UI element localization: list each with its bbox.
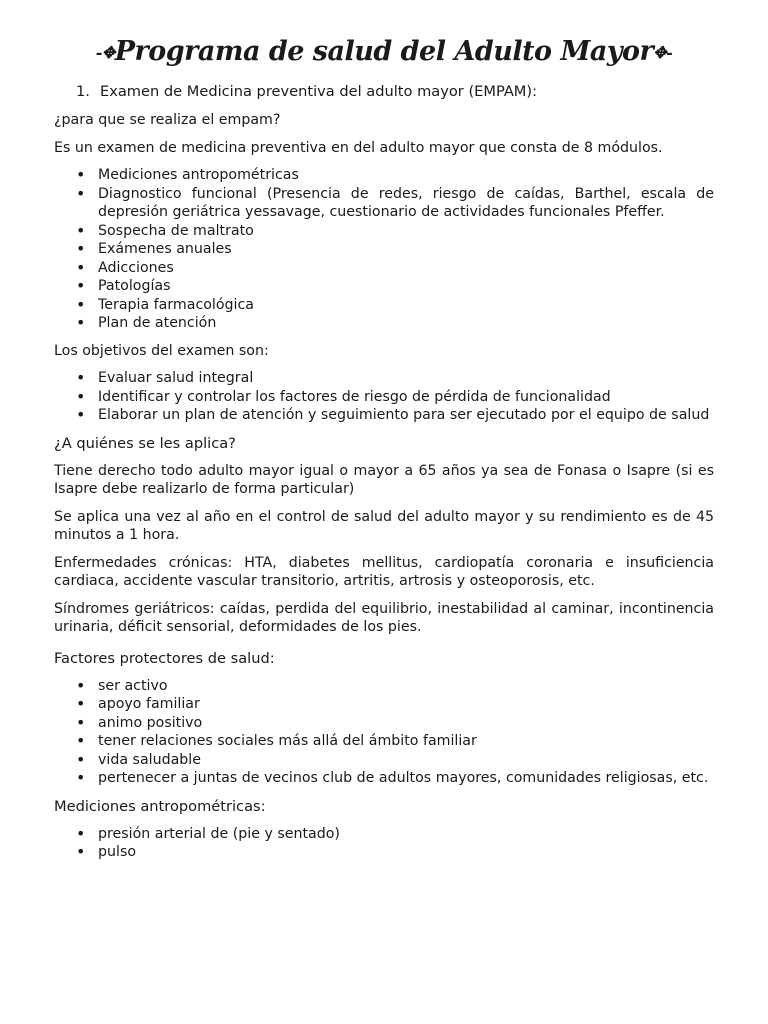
list-item: • Identificar y controlar los factores de riesgo de pérdida de funcionalidad xyxy=(54,388,714,407)
list-item: • Terapia farmacológica xyxy=(54,296,714,315)
measurements-list xyxy=(54,825,714,862)
list-item: • ser activo xyxy=(54,677,714,696)
list-item: • tener relaciones sociales más allá del ámbito familiar xyxy=(54,732,714,751)
list-item: • presión arterial de (pie y sentado) xyxy=(54,825,714,844)
list-item: • Adicciones xyxy=(54,259,714,278)
ornament-left-icon: -✥ xyxy=(95,42,115,62)
measurements-heading: Mediciones antropométricas: xyxy=(54,797,266,815)
who-paragraph-2: Se aplica una vez al año en el control de salud del adulto mayor y su rendimiento es de 45 minutos a 1 hora. xyxy=(54,508,714,544)
list-item: • Patologías xyxy=(54,277,714,296)
page-title: -✥Programa de salud del Adulto Mayor✥- xyxy=(95,36,673,67)
list-item: • pulso xyxy=(54,843,714,862)
question-text: ¿para que se realiza el empam? xyxy=(54,112,281,129)
list-item: • Elaborar un plan de atención y seguimiento para ser ejecutado por el equipo de salud xyxy=(54,406,714,425)
who-paragraph-1: Tiene derecho todo adulto mayor igual o mayor a 65 años ya sea de Fonasa o Isapre (si es Isapre debe realizarlo de forma particular) xyxy=(54,462,714,498)
list-item: • vida saludable xyxy=(54,751,714,770)
objectives-list xyxy=(54,369,714,425)
list-item: • Exámenes anuales xyxy=(54,240,714,259)
protective-list xyxy=(54,677,714,788)
list-item: • Plan de atención xyxy=(54,314,714,333)
geriatric-syndromes-paragraph: Síndromes geriátricos: caídas, perdida del equilibrio, inestabilidad al caminar, incontinencia urinaria, déficit sensorial, deformidades de los pies. xyxy=(54,600,714,636)
list-item: • Sospecha de maltrato xyxy=(54,222,714,241)
list-item: • animo positivo xyxy=(54,714,714,733)
section-heading-text: Examen de Medicina preventiva del adulto mayor (EMPAM): xyxy=(100,83,537,101)
section-1-heading xyxy=(76,82,714,101)
objectives-intro: Los objetivos del examen son: xyxy=(54,342,269,359)
chronic-diseases-paragraph: Enfermedades crónicas: HTA, diabetes mellitus, cardiopatía coronaria e insuficiencia cardiaca, accidente vascular transitorio, artritis, artrosis y osteoporosis, etc. xyxy=(54,554,714,590)
modules-list xyxy=(54,166,714,333)
list-item: • apoyo familiar xyxy=(54,695,714,714)
list-item: • Mediciones antropométricas xyxy=(54,166,714,185)
list-item: • Evaluar salud integral xyxy=(54,369,714,388)
list-item: • Diagnostico funcional (Presencia de redes, riesgo de caídas, Barthel, escala de depresión geriátrica yessavage, cuestionario de actividades funcionales Pfeffer. xyxy=(54,185,714,222)
ornament-right-icon: ✥- xyxy=(653,42,673,62)
intro-paragraph: Es un examen de medicina preventiva en del adulto mayor que consta de 8 módulos. xyxy=(54,139,663,156)
list-item: • pertenecer a juntas de vecinos club de adultos mayores, comunidades religiosas, etc. xyxy=(54,769,714,788)
protective-heading: Factores protectores de salud: xyxy=(54,649,275,667)
who-heading: ¿A quiénes se les aplica? xyxy=(54,434,236,452)
section-number: 1. xyxy=(76,83,90,101)
